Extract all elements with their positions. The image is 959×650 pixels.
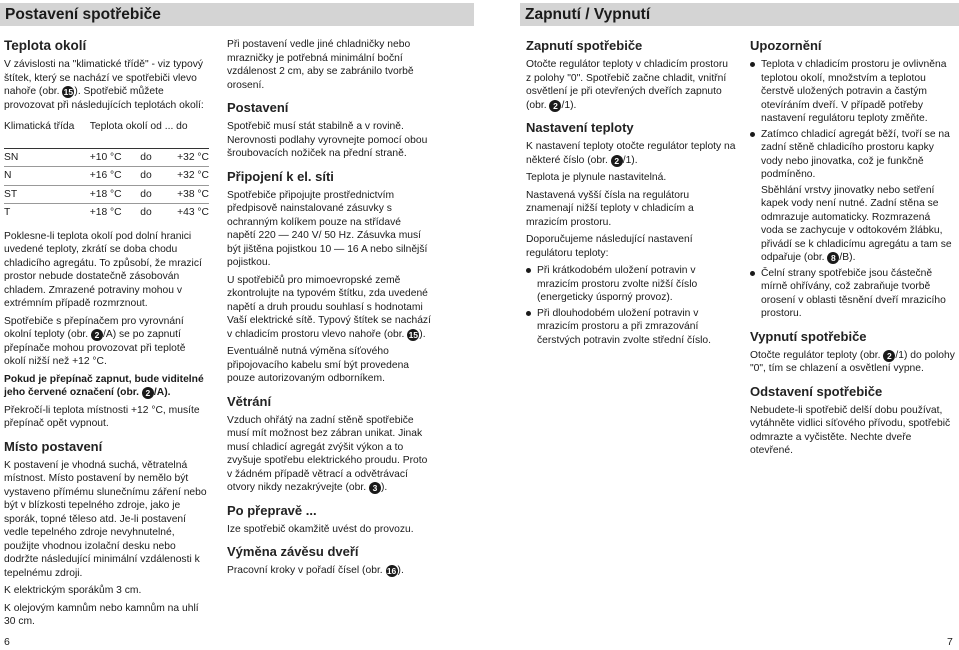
section-title-vetrani: Větrání	[227, 393, 272, 409]
paragraph: Spotřebiče připojujte prostřednictvím předpisově nainstalované zásuvky s ochranným kolíkem pouze na střídavé napětí 220 — 240 V/ 50 Hz. Zásuvka musí být jištěna pojistkou 10 — 16 A nebo silnější pojistkou.	[227, 189, 428, 268]
figure-ref-icon: 15	[63, 87, 74, 97]
column-2	[227, 38, 432, 582]
intro-paragraph: V závislosti na "klimatické třídě" - viz typový štítek, který se nachází ve spotřebiči vlevo nahoře (obr. 15). Spotřebič můžete provozovat při následujících teplotách okolí:	[4, 59, 204, 111]
paragraph: K nastavení teploty otočte regulátor teploty na některé číslo (obr. 2 /1).	[526, 141, 736, 166]
cell-class: T	[4, 207, 11, 218]
cell-from: +18 °C	[90, 185, 141, 204]
paragraph: Otočte regulátor teploty (obr. 2 /1) do polohy "0", tím se chlazení a osvětlení vypne.	[750, 349, 955, 374]
paragraph: Spotřebiče s přepínačem pro vyrovnání okolní teploty (obr. 2 /A) se po zapnutí přepínače mohou provozovat při teplotě okolí nižší než +12 °C.	[4, 315, 186, 367]
notice-list	[750, 58, 955, 321]
paragraph: Vzduch ohřátý na zadní stěně spotřebiče musí mít možnost bez zábran unikat. Jinak musí chladicí agregát zvýšit výkon a to zvyšuje spotřebu elektrického proudu. Proto v žádném případě větrací a odvětrávací otvory nikdy nezakrývejte (obr. 3 ).	[227, 414, 428, 493]
list-item-text: Sběhlání vrstvy jinovatky nebo setření kapek vody není nutné. Zadní stěna se odmrazuje automaticky. Rozmrazená voda se zachycuje v odtokovém žlábku, přivádí se k chladicímu agregátu a tam se odpařuje (obr. 8 /B).	[761, 184, 952, 263]
paragraph: Ize spotřebič okamžitě uvést do provozu.	[227, 523, 414, 535]
figure-ref-icon: 16	[386, 566, 397, 576]
list-item: Teplota v chladicím prostoru je ovlivněna teplotou okolí, množstvím a teplotou čerstvě uložených potravin a častým otevíráním dveří. V případě potřeby nastavení regulátoru teploty změňte.	[750, 58, 955, 126]
table-row	[4, 204, 209, 222]
paragraph: Pracovní kroky v pořadí čísel (obr. 16).	[227, 565, 404, 576]
paragraph: Eventuálně nutná výměna síťového připojovacího kabelu smí být provedena pouze autorizovaným odborníkem.	[227, 346, 410, 384]
paragraph: Při postavení vedle jiné chladničky nebo mrazničky je potřebná minimální boční vzdálenost 2 cm, aby se zabránilo tvorbě orosení.	[227, 39, 414, 91]
paragraph: Teplota je plynule nastavitelná.	[526, 172, 667, 183]
cell-to: +32 °C	[158, 148, 209, 167]
column-3	[526, 38, 736, 351]
section-title-nastaveni-teploty: Nastavení teploty	[526, 120, 634, 135]
figure-ref-icon: 8	[827, 252, 839, 264]
cell-class: ST	[4, 185, 90, 204]
table-header-row	[4, 118, 209, 148]
section-title-upozorneni: Upozornění	[750, 38, 822, 53]
cell-to: +43 °C	[177, 207, 209, 218]
paragraph: Otočte regulátor teploty v chladicím prostoru z polohy "0". Spotřebič začne chladit, vnitřní osvětlení je při otevřených dveřích zapnuto (obr. 2 /1).	[526, 59, 729, 111]
right-page-header: Zapnutí / Vypnutí	[520, 3, 959, 26]
paragraph: Nebudete-li spotřebič delší dobu používat, vytáhněte vidlici síťového přívodu, spotřebič odmrazte a vyčistěte. Nechte dveře otevřené.	[750, 404, 951, 456]
header-temp: Teplota okolí od ... do	[90, 118, 209, 148]
left-page-header: Postavení spotřebiče	[0, 3, 474, 26]
paragraph-bold: Pokud je přepínač zapnut, bude viditelné jeho červené označení (obr. 2 /A).	[4, 373, 204, 398]
list-item: Při krátkodobém uložení potravin v mrazicím prostoru zvolte nižší číslo (energeticky úsporný provoz).	[526, 264, 736, 305]
figure-ref-icon: 15	[408, 329, 419, 340]
section-title-vypnuti: Vypnutí spotřebiče	[750, 328, 867, 344]
section-title-vymena-zavesu: Výměna závěsu dveří	[227, 544, 359, 559]
section-title-po-preprave: Po přepravě ...	[227, 502, 317, 518]
cell-do: do	[140, 148, 158, 167]
cell-class: SN	[4, 148, 90, 167]
paragraph: Doporučujeme následující nastavení regulátoru teploty:	[526, 234, 693, 259]
header-class: Klimatická třída	[4, 118, 90, 148]
cell-to: +32 °C	[158, 167, 209, 186]
climate-class-table	[4, 118, 209, 222]
cell-from: +18 °C	[89, 207, 122, 218]
paragraph: K postavení je vhodná suchá, větratelná místnost. Místo postavení by nemělo být vystaveno přímému slunečnímu záření nebo být v blízkosti tepelného zdroje, jako je sporák, topné těleso atd. Je-li postavení vedle tepelného zdroje nevyhnutelné, použijte vhodnou izolační desku nebo dodržte následující minimální vzdálenosti k tepelnému zdroji.	[4, 459, 207, 579]
page-number-left: 6	[4, 636, 10, 648]
section-title-postaveni: Postavení	[227, 100, 289, 115]
paragraph: U spotřebičů pro mimoevropské země zkontrolujte na typovém štítku, zda uvedené napětí a druh proudu souhlasí s hodnotami Vaší elektrické sítě. Typový štítek se nachází v chladicím prostoru vlevo nahoře (obr. 15).	[227, 274, 431, 340]
figure-ref-icon: 2	[91, 329, 103, 341]
cell-from: +16 °C	[90, 167, 141, 186]
list-item: Při dlouhodobém uložení potravin v mrazicím prostoru a při zmrazování čerstvých potravin zvolte střední číslo.	[526, 307, 736, 348]
paragraph: Poklesne-li teplota okolí pod dolní hranici uvedené teploty, zkrátí se doba chodu chladicího agregátu. To způsobí, že mrazicí prostor nebude dostatečně zásobován chladem. Zmrazené potraviny mohou v extrémním případě rozmrznout.	[4, 230, 202, 309]
recommendation-list	[526, 264, 736, 347]
column-4	[750, 38, 955, 462]
section-title-odstaveni: Odstavení spotřebiče	[750, 383, 883, 399]
table-row	[4, 148, 209, 167]
figure-ref-icon: 2	[142, 387, 154, 399]
paragraph: Překročí-li teplota místnosti +12 °C, musíte přepínač opět vypnout.	[4, 404, 200, 429]
cell-class: N	[4, 167, 90, 186]
table-row	[4, 185, 209, 204]
section-title-misto-postaveni: Místo postavení	[4, 438, 103, 454]
paragraph: Spotřebič musí stát stabilně a v rovině. Nerovnosti podlahy vyrovnejte pomocí obou šroubovacích nožiček na přední straně.	[227, 121, 428, 159]
section-title-zapnuti: Zapnutí spotřebiče	[526, 38, 643, 53]
cell-to: +38 °C	[158, 185, 209, 204]
list-item-text: Zatímco chladicí agregát běží, tvoří se na zadní stěně chladicího prostoru kapky vody nebo jinovatka, což je funkčně podmíněno.	[761, 128, 950, 180]
section-title-teplota-okoli: Teplota okolí	[4, 38, 87, 53]
paragraph: K olejovým kamnům nebo kamnům na uhlí 30 cm.	[4, 602, 199, 627]
column-1	[4, 38, 209, 633]
figure-ref-icon: 3	[369, 482, 381, 494]
table-row	[4, 167, 209, 186]
section-title-pripojeni: Připojení k el. síti	[227, 168, 334, 184]
cell-do: do	[140, 185, 158, 204]
cell-do: do	[140, 207, 152, 218]
figure-ref-icon: 2	[611, 155, 623, 167]
list-item: Čelní strany spotřebiče jsou částečně mírně ohřívány, což zabraňuje tvorbě orosení v oblasti těsnění dveří mrazicího prostoru.	[750, 267, 955, 321]
paragraph: Nastavená vyšší čísla na regulátoru znamenají nižší teploty v chladicím a mrazicím prostoru.	[526, 189, 694, 228]
cell-do: do	[140, 167, 158, 186]
cell-from: +10 °C	[90, 148, 141, 167]
figure-ref-icon: 2	[549, 100, 561, 112]
page-number-right: 7	[947, 636, 953, 648]
list-item	[750, 128, 955, 265]
figure-ref-icon: 2	[883, 350, 895, 362]
paragraph: K elektrickým sporákům 3 cm.	[4, 585, 142, 596]
